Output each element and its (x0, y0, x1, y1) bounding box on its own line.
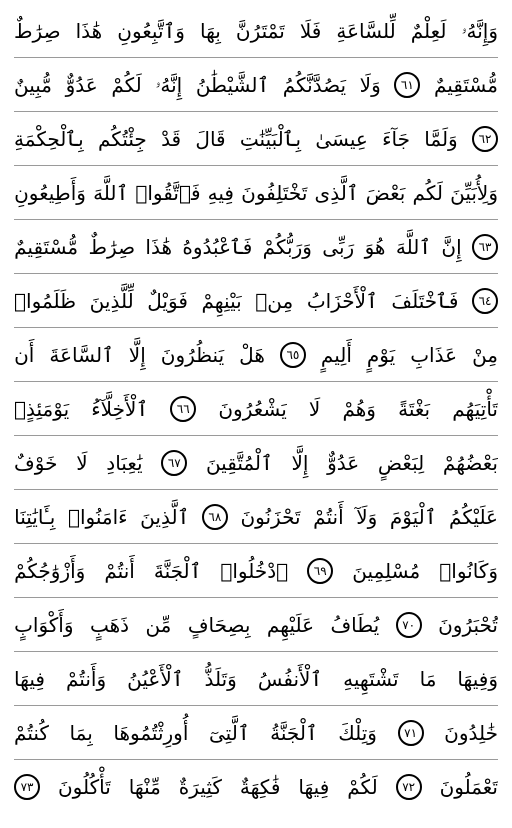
text-line (14, 328, 498, 382)
quran-word: ٱلْجَنَّةُ (270, 720, 318, 745)
text-line (14, 706, 498, 760)
quran-word: أَنتُمْ (313, 504, 344, 529)
quran-word: تَحْزَنُونَ (240, 504, 301, 529)
quran-word: ٱلْيَوْمَ (389, 504, 437, 529)
quran-word: ذَهَبٍ (89, 612, 130, 637)
ayah-number-marker: ٧٣ (14, 774, 40, 800)
quran-word: يَٰعِبَادِ (106, 450, 143, 475)
ayah-number-marker: ٦٥ (280, 342, 306, 368)
ayah-number-marker: ٦٦ (170, 396, 196, 422)
ayah-number-marker: ٦٤ (472, 288, 498, 314)
quran-word: بِمَا (69, 720, 93, 745)
quran-word: ٱلسَّاعَةَ (49, 342, 114, 367)
quran-word: فِيهَا (298, 775, 330, 799)
quran-word: قَالَ (195, 126, 226, 151)
quran-word: إِنَّهُۥ (155, 72, 183, 97)
quran-word: عَدُوٌّ (65, 72, 98, 97)
quran-word: هَلْ (239, 342, 265, 367)
quran-word: فَوَيْلٌ (147, 288, 188, 313)
text-line (14, 220, 498, 274)
quran-word: مُّسْتَقِيمٌ (433, 72, 498, 97)
ayah-number-marker: ٦٨ (202, 504, 228, 530)
quran-word: جِئْتُكُم (97, 126, 147, 151)
ayah-number-marker: ٦١ (394, 72, 420, 98)
text-line (14, 490, 498, 544)
quran-word: بِـَٔايَٰتِنَا (14, 504, 56, 529)
ayah-number-marker: ٧٢ (396, 774, 422, 800)
quran-word: أَلِيمٍ (320, 342, 352, 367)
quran-word: لَعِلْمٌ (410, 18, 447, 43)
quran-word: بِٱلْبَيِّنَٰتِ (239, 126, 302, 151)
quran-word: بَعْضَ (365, 180, 406, 205)
quran-word: صِرَٰطٌ (14, 18, 61, 43)
text-line (14, 4, 498, 58)
quran-word: تَعْمَلُونَ (439, 775, 498, 799)
quran-word: يُطَافُ (330, 612, 380, 637)
quran-word: فَٱخْتَلَفَ (391, 288, 459, 313)
quran-word: إِنَّ (441, 234, 462, 259)
ayah-number-marker: ٦٢ (472, 126, 498, 152)
quran-word: وَكَانُوا۟ (439, 558, 498, 583)
quran-word: ٱلَّتِىٓ (209, 720, 250, 745)
quran-word: رَبِّى (322, 234, 355, 259)
text-line (14, 436, 498, 490)
text-line (14, 58, 498, 112)
ayah-number-marker: ٦٧ (161, 450, 187, 476)
quran-word: لَكُم (412, 180, 443, 205)
quran-word: لَكُمْ (111, 72, 142, 97)
quran-word: أَن (14, 342, 35, 367)
quran-word: عِيسَىٰ (315, 126, 368, 151)
ayah-number-marker: ٦٩ (307, 558, 333, 584)
text-line (14, 598, 498, 652)
quran-word: تُحْبَرُونَ (438, 612, 498, 637)
quran-word: يَصُدَّنَّكُمُ (282, 72, 347, 97)
quran-word: لِّلَّذِينَ (89, 288, 134, 313)
text-line (14, 274, 498, 328)
quran-word: وَتَلَذُّ (204, 666, 237, 691)
quran-word: وَٱتَّبِعُونِ (117, 18, 185, 43)
quran-word: وَإِنَّهُۥ (461, 18, 498, 43)
quran-word: ٱلشَّيْطَٰنُ (195, 72, 270, 97)
quran-word: مُّسْتَقِيمٌ (14, 234, 79, 259)
quran-word: ٱلْأَحْزَابُ (306, 288, 378, 313)
quran-word: صِرَٰطٌ (88, 234, 136, 259)
quran-word: وَرَبُّكُمْ (262, 234, 312, 259)
quran-word: مِّن (145, 612, 172, 637)
quran-word: بَيْنِهِمْ (201, 288, 242, 313)
quran-word: وَأَنتُمْ (65, 666, 107, 691)
quran-word: وَلِأُبَيِّنَ (450, 180, 498, 205)
quran-word: يَنظُرُونَ (160, 342, 225, 367)
quran-word: لِبَعْضٍ (377, 450, 425, 475)
text-line (14, 760, 498, 814)
quran-word: تَخْتَلِفُونَ (241, 180, 308, 205)
quran-word: خَوْفٌ (14, 450, 58, 475)
quran-word: هُوَ (364, 234, 386, 259)
quran-word: مِنۢ (255, 288, 294, 313)
quran-word: قَدْ (161, 126, 182, 151)
quran-word: وَأَزْوَٰجُكُمْ (14, 558, 86, 583)
quran-word: فِيهِ (207, 180, 234, 205)
quran-word: وَهُمْ (342, 396, 376, 421)
quran-word: ظَلَمُوا۟ (14, 288, 77, 313)
quran-word: بِصِحَافٍ (187, 612, 251, 637)
quran-word: يَوْمٍ (366, 342, 396, 367)
quran-word: عَدُوٌّ (327, 450, 360, 475)
quran-word: خَٰلِدُونَ (444, 720, 498, 745)
quran-word: أُورِثْتُمُوهَا (113, 720, 189, 745)
quran-word: ٱلَّذِى (314, 180, 359, 205)
quran-word: فَلَا (299, 18, 322, 43)
quran-word: وَتِلْكَ (338, 720, 377, 745)
quran-word: إِلَّا (128, 342, 146, 367)
quran-word: لِّلسَّاعَةِ (336, 18, 396, 43)
ayah-number-marker: ٧١ (398, 720, 424, 746)
quran-word: هَٰذَا (75, 18, 103, 43)
quran-word: بِٱلْحِكْمَةِ (14, 126, 84, 151)
quran-word: مِّنْهَا (128, 775, 161, 799)
quran-word: إِلَّا (291, 450, 309, 475)
quran-word: جَآءَ (382, 126, 410, 151)
quran-word: فَٱعْبُدُوهُ (182, 234, 253, 259)
quran-word: وَأَطِيعُونِ (14, 180, 86, 205)
quran-word: يَوْمَئِذٍۭ (14, 396, 70, 421)
quran-word: مِنْ (472, 342, 498, 367)
quran-word: لَا (308, 396, 321, 421)
quran-word: كُنتُمْ (14, 720, 49, 745)
quran-word: ٱلْأَخِلَّآءُ (91, 396, 149, 421)
quran-word: بِهَا (199, 18, 221, 43)
quran-word: عَذَابِ (410, 342, 458, 367)
quran-word: بَغْتَةً (398, 396, 431, 421)
quran-word: فَٰكِهَةٌ (239, 775, 281, 799)
quran-word: تَمْتَرُنَّ (235, 18, 285, 43)
quran-word: يَشْعُرُونَ (218, 396, 287, 421)
quran-word: ٱلْأَعْيُنُ (127, 666, 184, 691)
quran-word: مُّبِينٌ (14, 72, 53, 97)
quran-word: مَا (419, 666, 437, 691)
quran-word: ٱدْخُلُوا۟ (220, 558, 289, 583)
quran-word: مُسْلِمِينَ (352, 558, 421, 583)
quran-word: لَا (76, 450, 88, 475)
quran-word: تَأْكُلُونَ (57, 775, 111, 799)
quran-word: بَعْضُهُمْ (442, 450, 498, 475)
quran-word: ٱلْأَنفُسُ (257, 666, 323, 691)
text-line (14, 652, 498, 706)
quran-word: ٱلْمُتَّقِينَ (205, 450, 273, 475)
quran-word: تَأْتِيَهُم (452, 396, 498, 421)
quran-word: ٱللَّهَ (395, 234, 431, 259)
quran-word: ٱلَّذِينَ (140, 504, 190, 529)
quran-word: كَثِيرَةٌ (178, 775, 222, 799)
quran-word: فَٱتَّقُوا۟ (135, 180, 201, 205)
quran-word: هَٰذَا (145, 234, 173, 259)
quran-word: عَلَيْهِم (266, 612, 315, 637)
text-line (14, 166, 498, 220)
quran-word: ءَامَنُوا۟ (67, 504, 128, 529)
text-line (14, 544, 498, 598)
quran-word: وَلَا (359, 72, 381, 97)
quran-word: عَلَيْكُمُ (449, 504, 498, 529)
quran-word: فِيهَا (14, 666, 45, 691)
quran-word: أَنتُمْ (104, 558, 135, 583)
quran-word: لَكُمْ (347, 775, 378, 799)
text-line (14, 112, 498, 166)
quran-word: تَشْتَهِيهِ (343, 666, 399, 691)
text-line (14, 382, 498, 436)
ayah-number-marker: ٦٣ (472, 234, 498, 260)
quran-word: وَلَآ (356, 504, 378, 529)
quran-word: وَلَمَّا (424, 126, 458, 151)
quran-word: ٱلْجَنَّةَ (153, 558, 202, 583)
quran-word: وَأَكْوَابٍ (14, 612, 74, 637)
quran-word: ٱللَّهَ (93, 180, 129, 205)
ayah-number-marker: ٧٠ (396, 612, 422, 638)
quran-word: وَفِيهَا (457, 666, 498, 691)
